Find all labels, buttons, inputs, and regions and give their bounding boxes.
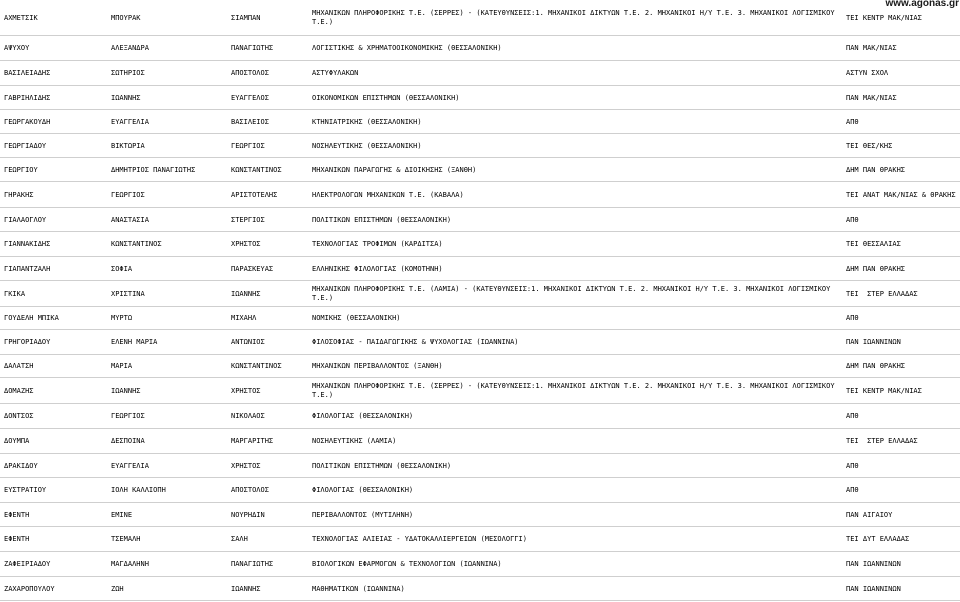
name-cell: ΕΥΑΓΓΕΛΙΑ: [111, 117, 149, 126]
name-cell: ΑΝΑΣΤΑΣΙΑ: [111, 215, 149, 224]
surname-cell: ΕΦΕΝΤΗ: [4, 535, 30, 543]
surname-cell: ΓΙΑΠΑΝΤΖΑΛΗ: [4, 264, 51, 273]
department-cell: ΝΟΣΗΛΕΥΤΙΚΗΣ (ΛΑΜΙΑ): [312, 437, 397, 445]
table-row: [0, 134, 960, 158]
department-cell: ΝΟΣΗΛΕΥΤΙΚΗΣ (ΘΕΣΣΑΛΟΝΙΚΗ): [312, 141, 422, 150]
name-cell: ΜΑΡΙΑ: [111, 362, 133, 370]
department-cell: ΕΛΛΗΝΙΚΗΣ ΦΙΛΟΛΟΓΙΑΣ (ΚΟΜΟΤΗΝΗ): [312, 264, 443, 273]
institution-cell: ΑΠΘ: [846, 117, 859, 126]
department-cell: ΜΗΧΑΝΙΚΩΝ ΠΕΡΙΒΑΛΛΟΝΤΟΣ (ΞΑΝΘΗ): [312, 362, 443, 370]
table-row: [0, 577, 960, 601]
name-cell: ΙΩΑΝΝΗΣ: [111, 93, 141, 102]
father-name-cell: ΒΑΣΙΛΕΙΟΣ: [231, 117, 269, 126]
institution-cell: ΤΕΙ ΔΥΤ ΕΛΛΑΔΑΣ: [846, 535, 910, 543]
institution-cell: ΠΑΝ ΑΙΓΑΙΟΥ: [846, 510, 893, 519]
surname-cell: ΔΟΥΜΠΑ: [4, 437, 30, 445]
name-cell: ΓΕΩΡΓΙΟΣ: [111, 190, 145, 199]
name-cell: ΚΩΝΣΤΑΝΤΙΝΟΣ: [111, 240, 162, 248]
surname-cell: ΑΧΜΕΤΣΙΚ: [4, 13, 38, 22]
table-row: [0, 478, 960, 503]
father-name-cell: ΠΑΝΑΓΙΩΤΗΣ: [231, 560, 274, 568]
father-name-cell: ΣΙΑΜΠΑΝ: [231, 13, 261, 22]
table-row: [0, 182, 960, 208]
surname-cell: ΔΡΑΚΙΔΟΥ: [4, 461, 38, 470]
institution-cell: ΤΕΙ ΣΤΕΡ ΕΛΛΑΔΑΣ: [846, 437, 918, 445]
department-cell: ΜΗΧΑΝΙΚΩΝ ΠΛΗΡΟΦΟΡΙΚΗΣ Τ.Ε. (ΣΕΡΡΕΣ) - (ΚΑΤΕΥΘΥΝΣΕΙΣ:1. ΜΗΧΑΝΙΚΟΙ ΔΙΚΤΥΩΝ Τ.Ε. 2. ΜΗΧΑΝΙΚΟΙ Η/Υ Τ.Ε. 3. ΜΗΧΑΝΙΚΟΙ ΛΟΓΙΣΜΙΚΟΥ Τ.Ε.): [312, 9, 839, 26]
department-cell: ΦΙΛΟΛΟΓΙΑΣ (ΘΕΣΣΑΛΟΝΙΚΗ): [312, 486, 414, 494]
institution-cell: ΑΠΘ: [846, 486, 859, 494]
table-row: [0, 307, 960, 330]
name-cell: ΜΠΟΥΡΑΚ: [111, 13, 141, 22]
surname-cell: ΕΥΣΤΡΑΤΙΟΥ: [4, 486, 47, 494]
department-cell: ΜΗΧΑΝΙΚΩΝ ΠΛΗΡΟΦΟΡΙΚΗΣ Τ.Ε. (ΣΕΡΡΕΣ) - (ΚΑΤΕΥΘΥΝΣΕΙΣ:1. ΜΗΧΑΝΙΚΟΙ ΔΙΚΤΥΩΝ Τ.Ε. 2. ΜΗΧΑΝΙΚΟΙ Η/Υ Τ.Ε. 3. ΜΗΧΑΝΙΚΟΙ ΛΟΓΙΣΜΙΚΟΥ Τ.Ε.): [312, 382, 839, 399]
father-name-cell: ΑΠΟΣΤΟΛΟΣ: [231, 486, 269, 494]
institution-cell: ΑΠΘ: [846, 412, 859, 420]
surname-cell: ΓΕΩΡΓΙΟΥ: [4, 165, 38, 174]
father-name-cell: ΝΙΚΟΛΑΟΣ: [231, 412, 265, 420]
surname-cell: ΖΑΧΑΡΟΠΟΥΛΟΥ: [4, 584, 55, 593]
table-row: [0, 355, 960, 378]
father-name-cell: ΣΑΛΗ: [231, 535, 248, 543]
father-name-cell: ΧΡΗΣΤΟΣ: [231, 240, 261, 248]
surname-cell: ΔΟΝΤΣΟΣ: [4, 412, 34, 420]
name-cell: ΔΗΜΗΤΡΙΟΣ ΠΑΝΑΓΙΩΤΗΣ: [111, 165, 196, 174]
department-cell: ΗΛΕΚΤΡΟΛΟΓΩΝ ΜΗΧΑΝΙΚΩΝ Τ.Ε. (ΚΑΒΑΛΑ): [312, 190, 464, 199]
father-name-cell: ΜΙΧΑΗΛ: [231, 314, 257, 322]
name-cell: ΜΥΡΤΩ: [111, 314, 133, 322]
name-cell: ΜΑΓΔΑΛΗΝΗ: [111, 560, 149, 568]
institution-cell: ΠΑΝ ΜΑΚ/ΝΙΑΣ: [846, 44, 897, 52]
father-name-cell: ΙΩΑΝΝΗΣ: [231, 584, 261, 593]
name-cell: ΑΛΕΞΑΝΔΡΑ: [111, 44, 149, 52]
father-name-cell: ΙΩΑΝΝΗΣ: [231, 289, 261, 298]
name-cell: ΙΟΛΗ ΚΑΛΛΙΟΠΗ: [111, 486, 166, 494]
department-cell: ΚΤΗΝΙΑΤΡΙΚΗΣ (ΘΕΣΣΑΛΟΝΙΚΗ): [312, 117, 422, 126]
institution-cell: ΤΕΙ ΣΤΕΡ ΕΛΛΑΔΑΣ: [846, 289, 918, 298]
institution-cell: ΔΗΜ ΠΑΝ ΘΡΑΚΗΣ: [846, 362, 906, 370]
surname-cell: ΕΦΕΝΤΗ: [4, 510, 30, 519]
table-row: [0, 36, 960, 61]
table-row: [0, 232, 960, 257]
institution-cell: ΑΠΘ: [846, 314, 859, 322]
institution-cell: ΤΕΙ ΘΕΣΣΑΛΙΑΣ: [846, 240, 901, 248]
institution-cell: ΠΑΝ ΜΑΚ/ΝΙΑΣ: [846, 93, 897, 102]
surname-cell: ΔΑΛΑΤΣΗ: [4, 362, 34, 370]
department-cell: ΠΕΡΙΒΑΛΛΟΝΤΟΣ (ΜΥΤΙΛΗΝΗ): [312, 510, 414, 519]
institution-cell: ΠΑΝ ΙΩΑΝΝΙΝΩΝ: [846, 560, 901, 568]
surname-cell: ΓΕΩΡΓΑΚΟΥΔΗ: [4, 117, 51, 126]
table-row: [0, 404, 960, 429]
department-cell: ΝΟΜΙΚΗΣ (ΘΕΣΣΑΛΟΝΙΚΗ): [312, 314, 401, 322]
surname-cell: ΔΟΜΑΖΗΣ: [4, 386, 34, 395]
table-row: [0, 86, 960, 110]
institution-cell: ΑΠΘ: [846, 215, 859, 224]
father-name-cell: ΑΝΤΩΝΙΟΣ: [231, 338, 265, 346]
name-cell: ΕΜΙΝΕ: [111, 510, 133, 519]
department-cell: ΠΟΛΙΤΙΚΩΝ ΕΠΙΣΤΗΜΩΝ (ΘΕΣΣΑΛΟΝΙΚΗ): [312, 461, 452, 470]
table-row: [0, 257, 960, 281]
father-name-cell: ΓΕΩΡΓΙΟΣ: [231, 141, 265, 150]
father-name-cell: ΧΡΗΣΤΟΣ: [231, 461, 261, 470]
name-cell: ΒΙΚΤΩΡΙΑ: [111, 141, 145, 150]
name-cell: ΤΣΕΜΑΛΗ: [111, 535, 141, 543]
father-name-cell: ΠΑΡΑΣΚΕΥΑΣ: [231, 264, 274, 273]
table-row: [0, 503, 960, 527]
department-cell: ΦΙΛΟΣΟΦΙΑΣ - ΠΑΙΔΑΓΩΓΙΚΗΣ & ΨΥΧΟΛΟΓΙΑΣ (ΙΩΑΝΝΙΝΑ): [312, 338, 519, 346]
table-row: [0, 281, 960, 307]
table-row: [0, 552, 960, 577]
father-name-cell: ΠΑΝΑΓΙΩΤΗΣ: [231, 44, 274, 52]
father-name-cell: ΚΩΝΣΤΑΝΤΙΝΟΣ: [231, 362, 282, 370]
table-row: [0, 330, 960, 355]
name-cell: ΔΕΣΠΟΙΝΑ: [111, 437, 145, 445]
father-name-cell: ΕΥΑΓΓΕΛΟΣ: [231, 93, 269, 102]
table-row: [0, 454, 960, 478]
department-cell: ΜΑΘΗΜΑΤΙΚΩΝ (ΙΩΑΝΝΙΝΑ): [312, 584, 405, 593]
institution-cell: ΑΣΤΥΝ ΣΧΟΛ: [846, 69, 889, 77]
surname-cell: ΓΡΗΓΟΡΙΑΔΟΥ: [4, 338, 51, 346]
department-cell: ΦΙΛΟΛΟΓΙΑΣ (ΘΕΣΣΑΛΟΝΙΚΗ): [312, 412, 414, 420]
department-cell: ΟΙΚΟΝΟΜΙΚΩΝ ΕΠΙΣΤΗΜΩΝ (ΘΕΣΣΑΛΟΝΙΚΗ): [312, 93, 460, 102]
surname-cell: ΑΨΥΧΟΥ: [4, 44, 30, 52]
surname-cell: ΓΙΑΝΝΑΚΙΔΗΣ: [4, 240, 51, 248]
table-row: [0, 378, 960, 404]
surname-cell: ΓΑΒΡΙΗΛΙΔΗΣ: [4, 93, 51, 102]
name-cell: ΓΕΩΡΓΙΟΣ: [111, 412, 145, 420]
surname-cell: ΓΗΡΑΚΗΣ: [4, 190, 34, 199]
father-name-cell: ΧΡΗΣΤΟΣ: [231, 386, 261, 395]
table-row: [0, 0, 960, 36]
father-name-cell: ΑΠΟΣΤΟΛΟΣ: [231, 69, 269, 77]
name-cell: ΖΩΗ: [111, 584, 124, 593]
institution-cell: ΤΕΙ ΑΝΑΤ ΜΑΚ/ΝΙΑΣ & ΘΡΑΚΗΣ: [846, 190, 956, 199]
department-cell: ΤΕΧΝΟΛΟΓΙΑΣ ΤΡΟΦΙΜΩΝ (ΚΑΡΔΙΤΣΑ): [312, 240, 443, 248]
father-name-cell: ΜΑΡΓΑΡΙΤΗΣ: [231, 437, 274, 445]
father-name-cell: ΚΩΝΣΤΑΝΤΙΝΟΣ: [231, 165, 282, 174]
surname-cell: ΓΚΙΚΑ: [4, 289, 26, 298]
department-cell: ΠΟΛΙΤΙΚΩΝ ΕΠΙΣΤΗΜΩΝ (ΘΕΣΣΑΛΟΝΙΚΗ): [312, 215, 452, 224]
surname-cell: ΓΙΑΛΑΟΓΛΟΥ: [4, 215, 47, 224]
name-cell: ΙΩΑΝΝΗΣ: [111, 386, 141, 395]
table-row: [0, 527, 960, 552]
site-watermark: www.agonas.gr: [885, 0, 959, 9]
surname-cell: ΒΑΣΙΛΕΙΑΔΗΣ: [4, 69, 51, 77]
surname-cell: ΓΕΩΡΓΙΑΔΟΥ: [4, 141, 47, 150]
name-cell: ΕΛΕΝΗ ΜΑΡΙΑ: [111, 338, 158, 346]
institution-cell: ΠΑΝ ΙΩΑΝΝΙΝΩΝ: [846, 584, 901, 593]
department-cell: ΑΣΤΥΦΥΛΑΚΩΝ: [312, 69, 359, 77]
department-cell: ΜΗΧΑΝΙΚΩΝ ΠΛΗΡΟΦΟΡΙΚΗΣ Τ.Ε. (ΛΑΜΙΑ) - (ΚΑΤΕΥΘΥΝΣΕΙΣ:1. ΜΗΧΑΝΙΚΟΙ ΔΙΚΤΥΩΝ Τ.Ε. 2. ΜΗΧΑΝΙΚΟΙ Η/Υ Τ.Ε. 3. ΜΗΧΑΝΙΚΟΙ ΛΟΓΙΣΜΙΚΟΥ Τ.Ε.): [312, 285, 835, 302]
name-cell: ΕΥΑΓΓΕΛΙΑ: [111, 461, 149, 470]
institution-cell: ΤΕΙ ΚΕΝΤΡ ΜΑΚ/ΝΙΑΣ: [846, 13, 922, 22]
institution-cell: ΠΑΝ ΙΩΑΝΝΙΝΩΝ: [846, 338, 901, 346]
department-cell: ΜΗΧΑΝΙΚΩΝ ΠΑΡΑΓΩΓΗΣ & ΔΙΟΙΚΗΣΗΣ (ΞΑΝΘΗ): [312, 165, 477, 174]
department-cell: ΤΕΧΝΟΛΟΓΙΑΣ ΑΛΙΕΙΑΣ - ΥΔΑΤΟΚΑΛΛΙΕΡΓΕΙΩΝ (ΜΕΣΟΛΟΓΓΙ): [312, 535, 527, 543]
institution-cell: ΤΕΙ ΘΕΣ/ΚΗΣ: [846, 141, 893, 150]
table-row: [0, 61, 960, 86]
surname-cell: ΖΑΦΕΙΡΙΑΔΟΥ: [4, 560, 51, 568]
father-name-cell: ΣΤΕΡΓΙΟΣ: [231, 215, 265, 224]
institution-cell: ΔΗΜ ΠΑΝ ΘΡΑΚΗΣ: [846, 264, 906, 273]
father-name-cell: ΝΟΥΡΗΔΙΝ: [231, 510, 265, 519]
institution-cell: ΤΕΙ ΚΕΝΤΡ ΜΑΚ/ΝΙΑΣ: [846, 386, 922, 395]
father-name-cell: ΑΡΙΣΤΟΤΕΛΗΣ: [231, 190, 278, 199]
table-row: [0, 208, 960, 232]
department-cell: ΒΙΟΛΟΓΙΚΩΝ ΕΦΑΡΜΟΓΩΝ & ΤΕΧΝΟΛΟΓΙΩΝ (ΙΩΑΝΝΙΝΑ): [312, 560, 502, 568]
surname-cell: ΓΟΥΔΕΛΗ ΜΠΙΚΑ: [4, 314, 59, 322]
name-cell: ΣΟΦΙΑ: [111, 264, 133, 273]
name-cell: ΧΡΙΣΤΙΝΑ: [111, 289, 145, 298]
institution-cell: ΔΗΜ ΠΑΝ ΘΡΑΚΗΣ: [846, 165, 906, 174]
table-row: [0, 429, 960, 454]
table-row: [0, 110, 960, 134]
table-row: [0, 158, 960, 182]
institution-cell: ΑΠΘ: [846, 461, 859, 470]
name-cell: ΣΩΤΗΡΙΟΣ: [111, 69, 145, 77]
department-cell: ΛΟΓΙΣΤΙΚΗΣ & ΧΡΗΜΑΤΟΟΙΚΟΝΟΜΙΚΗΣ (ΘΕΣΣΑΛΟΝΙΚΗ): [312, 44, 502, 52]
